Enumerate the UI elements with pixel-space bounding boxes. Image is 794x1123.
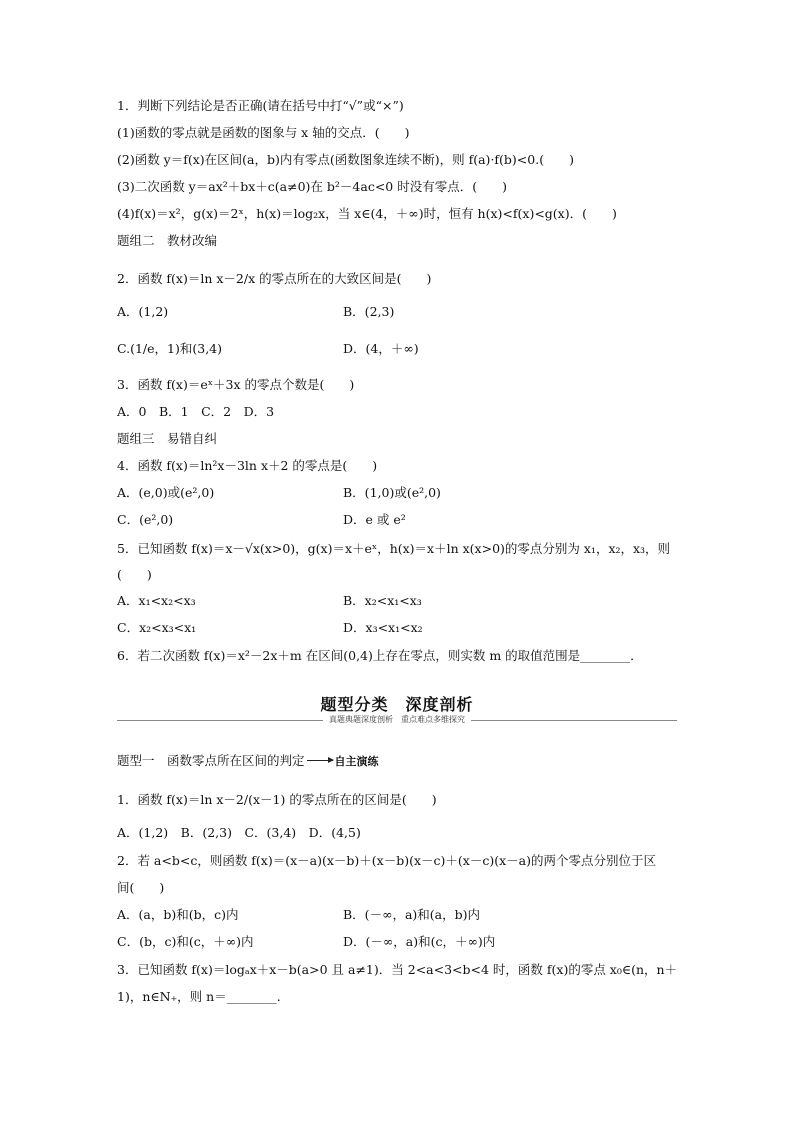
section-title: 题型分类 深度剖析 [320,695,474,714]
q6-stem: 6．若二次函数 f(x)＝x²－2x＋m 在区间(0,4)上存在零点，则实数 m 的取值范围是________． [117,648,643,663]
type1-tag: 自主演练 [334,755,379,768]
q5-option-b: B．x₂<x₁<x₃ [343,593,422,608]
q2-option-a: A．(1,2) [117,304,169,319]
p2-stem-cont: 间( ) [117,880,165,895]
q1-statement-1: (1)函数的零点就是函数的图象与 x 轴的交点．( ) [117,125,410,140]
q1-stem: 1．判断下列结论是否正确(请在括号中打“√”或“×”) [117,98,404,113]
q4-option-c: C．(e²,0) [117,512,174,527]
p2-stem: 2．若 a<b<c，则函数 f(x)＝(x－a)(x－b)＋(x－b)(x－c)＋(x－c)(x－a)的两个零点分别位于区 [117,853,656,868]
p1-options: A．(1,2) B．(2,3) C．(3,4) D．(4,5) [117,825,361,840]
type1-heading [117,751,684,772]
group-heading-3: 题组三 易错自纠 [117,431,218,446]
p2-option-c: C．(b，c)和(c，＋∞)内 [117,934,254,949]
q2-option-b: B．(2,3) [343,304,395,319]
q2-option-c: C.(1/e，1)和(3,4) [117,341,222,356]
q4-option-d: D．e 或 e² [343,512,406,527]
q5-option-d: D．x₃<x₁<x₂ [343,620,423,635]
q5-stem: 5．已知函数 f(x)＝x－√x(x>0)，g(x)＝x＋eˣ，h(x)＝x＋ln x(x>0)的零点分别为 x₁，x₂，x₃，则 [117,541,671,556]
q1-statement-2: (2)函数 y＝f(x)在区间(a，b)内有零点(函数图象连续不断)，则 f(a)·f(b)<0.( ) [117,152,574,167]
p2-option-d: D．(－∞，a)和(c，＋∞)内 [343,934,496,949]
q1-statement-3: (3)二次函数 y＝ax²＋bx＋c(a≠0)在 b²－4ac<0 时没有零点．( ) [117,179,507,194]
p1-stem: 1．函数 f(x)＝ln x－2/(x－1) 的零点所在的区间是( ) [117,792,437,807]
p3-stem-cont: 1)，n∈N₊，则 n＝________. [117,989,281,1004]
q4-stem: 4．函数 f(x)＝ln²x－3ln x＋2 的零点是( ) [117,458,378,473]
p2-option-b: B．(－∞，a)和(a，b)内 [343,907,481,922]
p3-stem: 3．已知函数 f(x)＝logₐx＋x－b(a>0 且 a≠1)．当 2<a<3<b<4 时，函数 f(x)的零点 x₀∈(n，n＋ [117,962,678,977]
arrow-icon [307,760,333,761]
q5-option-a: A．x₁<x₂<x₃ [117,593,196,608]
q3-stem: 3．函数 f(x)＝eˣ＋3x 的零点个数是( ) [117,377,355,392]
q1-statement-4: (4)f(x)＝x²，g(x)＝2ˣ，h(x)＝log₂x，当 x∈(4，＋∞)时，恒有 h(x)<f(x)<g(x)．( ) [117,206,617,221]
q3-options: A．0 B．1 C．2 D．3 [117,404,275,419]
p2-option-a: A．(a，b)和(b，c)内 [117,907,239,922]
section-subtitle: 真题典题深度剖析 重点难点多维探究 [0,714,794,725]
q5-stem-cont: ( ) [117,567,152,582]
group-heading-2: 题组二 教材改编 [117,233,218,248]
q5-option-c: C．x₂<x₃<x₁ [117,620,197,635]
q4-option-a: A．(e,0)或(e²,0) [117,485,215,500]
q2-option-d: D．(4，＋∞) [343,341,419,356]
q4-option-b: B．(1,0)或(e²,0) [343,485,441,500]
type1-label: 题型一 函数零点所在区间的判定 [117,753,305,768]
q2-stem: 2．函数 f(x)＝ln x－2/x 的零点所在的大致区间是( ) [117,271,432,286]
